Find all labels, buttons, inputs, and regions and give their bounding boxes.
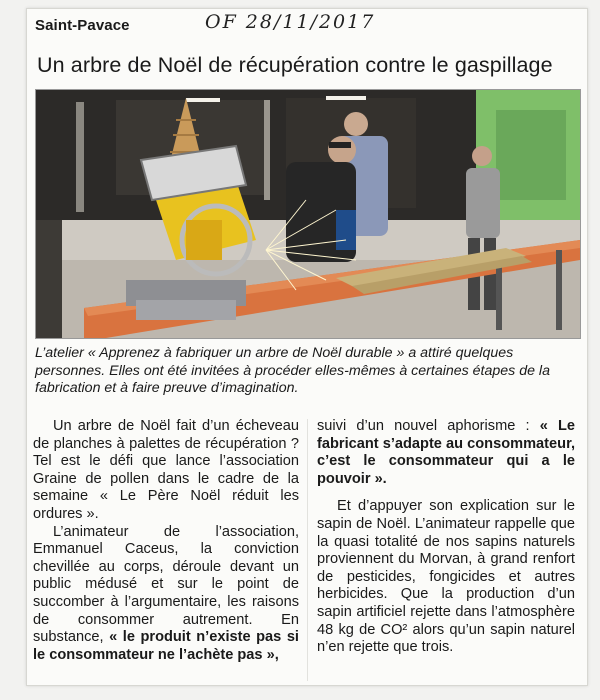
headline: Un arbre de Noël de récupération contre le gaspillage — [37, 53, 553, 77]
article-column-left — [33, 418, 299, 664]
article-column-right — [317, 418, 575, 657]
article-paragraph — [317, 418, 575, 488]
handwritten-date-note: OF 28/11/2017 — [205, 11, 376, 33]
workshop-photo-illustration — [36, 90, 580, 338]
bold-quote: « le produit n’existe pas si le consommateur ne l’achète pas », — [33, 629, 299, 663]
newspaper-clipping — [26, 8, 588, 686]
section-label: Saint-Pavace — [35, 17, 130, 34]
article-paragraph — [33, 524, 299, 665]
bold-quote: « Le fabricant s’adapte au consommateur, c’est le consommateur qui a le pouvoir ». — [317, 418, 576, 487]
photo-caption: L’atelier « Apprenez à fabriquer un arbre de Noël durable » a attiré quelques personnes. Elles ont été invitées à procéder elles-mêmes à certaines étapes de la fabrication et à faire preuve d’imagination. — [35, 345, 550, 396]
column-divider — [307, 419, 308, 681]
article-paragraph: Un arbre de Noël fait d’un écheveau de planches à palettes de récupération ? Tel est le défi que lance l’association Graine de pollen dans le cadre de la semaine « Le Père Noël réduit les ordures ». — [33, 418, 299, 522]
article-photo — [35, 89, 581, 339]
paragraph-text: L’animateur de l’association, Emmanuel Caceus, la conviction chevillée au corps, déroule devant un public médusé et sur le point de succomber à l’argumentaire, les raisons de consommer autrement. En substance, — [33, 523, 299, 646]
article-paragraph: Et d’appuyer son explication sur le sapin de Noël. L’animateur rappelle que la quasi totalité de nos sapins naturels proviennent du Morvan, à grand renfort de pesticides, fongicides et autres herbicides. Que la production d’un sapin artificiel rejette dans l’atmosphère 48 kg de CO² alors qu’un sapin naturel n’en rejette que trois. — [317, 498, 575, 656]
paragraph-text: suivi d’un nouvel aphorisme : — [317, 418, 530, 434]
